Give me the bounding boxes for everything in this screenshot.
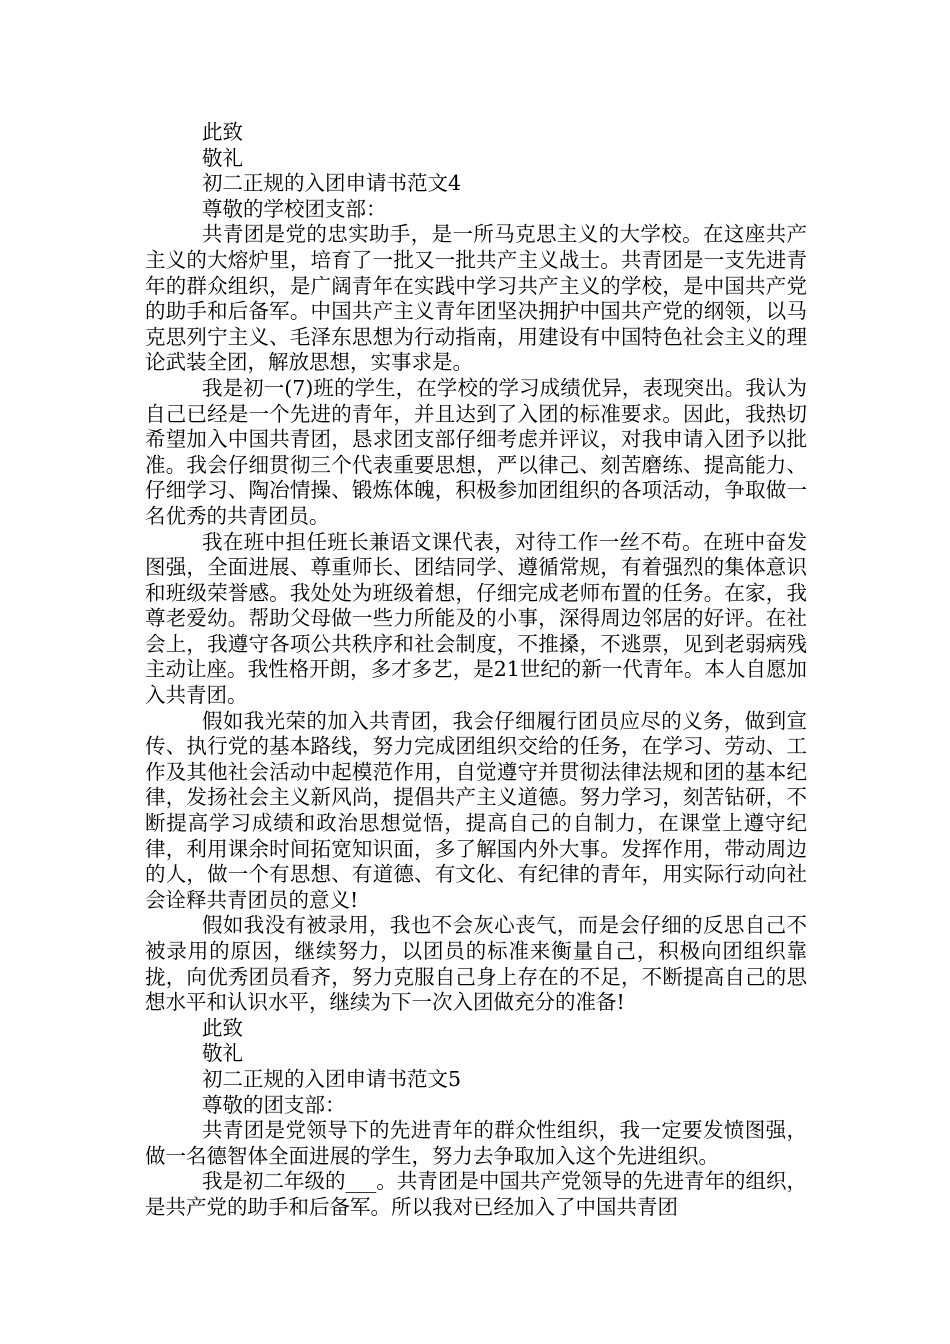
paragraph: 假如我没有被录用，我也不会灰心丧气，而是会仔细的反思自己不被录用的原因，继续努力，以团员的标准来衡量自己，积极向团组织靠拢，向优秀团员看齐，努力克服自己身上存在的不足，不断提高自己的思想水平和认识水平，继续为下一次入团做充分的准备! xyxy=(145,913,807,1015)
document-page xyxy=(145,120,807,1221)
paragraph: 我是初一(7)班的学生，在学校的学习成绩优异，表现突出。我认为自己已经是一个先进的青年，并且达到了入团的标准要求。因此，我热切希望加入中国共青团，恳求团支部仔细考虑并评议，对我申请入团予以批准。我会仔细贯彻三个代表重要思想，严以律己、刻苦磨练、提高能力、仔细学习、陶冶情操、锻炼体魄，积极参加团组织的各项活动，争取做一名优秀的共青团员。 xyxy=(145,375,807,528)
paragraph: 我在班中担任班长兼语文课代表，对待工作一丝不苟。在班中奋发图强，全面进展、尊重师长、团结同学、遵循常规，有着强烈的集体意识和班级荣誉感。我处处为班级着想，仔细完成老师布置的任务。在家，我尊老爱幼。帮助父母做一些力所能及的小事，深得周边邻居的好评。在社会上，我遵守各项公共秩序和社会制度，不推搡，不逃票，见到老弱病残主动让座。我性格开朗，多才多艺，是21世纪的新一代青年。本人自愿加入共青团。 xyxy=(145,529,807,708)
closing-jingli: 敬礼 xyxy=(202,1041,243,1066)
closing-zhici: 此致 xyxy=(202,1015,243,1040)
salutation-4: 尊敬的学校团支部： xyxy=(202,196,387,221)
section-title-4: 初二正规的入团申请书范文4 xyxy=(202,171,462,196)
salutation-5: 尊敬的团支部： xyxy=(202,1092,346,1117)
closing-zhici: 此致 xyxy=(202,120,243,144)
paragraph: 我是初二年级的___。共青团是中国共产党领导的先进青年的组织，是共产党的助手和后备军。所以我对已经加入了中国共青团 xyxy=(145,1169,807,1219)
paragraph: 假如我光荣的加入共青团，我会仔细履行团员应尽的义务，做到宣传、执行党的基本路线，努力完成团组织交给的任务，在学习、劳动、工作及其他社会活动中起模范作用，自觉遵守并贯彻法律法规和团的基本纪律，发扬社会主义新风尚，提倡共产主义道德。努力学习，刻苦钻研，不断提高学习成绩和政治思想觉悟，提高自己的自制力，在课堂上遵守纪律，利用课余时间拓宽知识面，多了解国内外大事。发挥作用，带动周边的人，做一个有思想、有道德、有文化、有纪律的青年，用实际行动向社会诠释共青团员的意义! xyxy=(145,708,807,912)
paragraph: 共青团是党领导下的先进青年的群众性组织，我一定要发愤图强，做一名德智体全面进展的学生，努力去争取加入这个先进组织。 xyxy=(145,1118,807,1168)
section-title-5: 初二正规的入团申请书范文5 xyxy=(202,1066,462,1091)
paragraph: 共青团是党的忠实助手，是一所马克思主义的大学校。在这座共产主义的大熔炉里，培育了一批又一批共产主义战士。共青团是一支先进青年的群众组织，是广阔青年在实践中学习共产主义的学校，是中国共产党的助手和后备军。中国共产主义青年团坚决拥护中国共产党的纲领，以马克思列宁主义、毛泽东思想为行动指南，用建设有中国特色社会主义的理论武装全团，解放思想，实事求是。 xyxy=(145,222,807,375)
closing-jingli: 敬礼 xyxy=(202,145,243,170)
